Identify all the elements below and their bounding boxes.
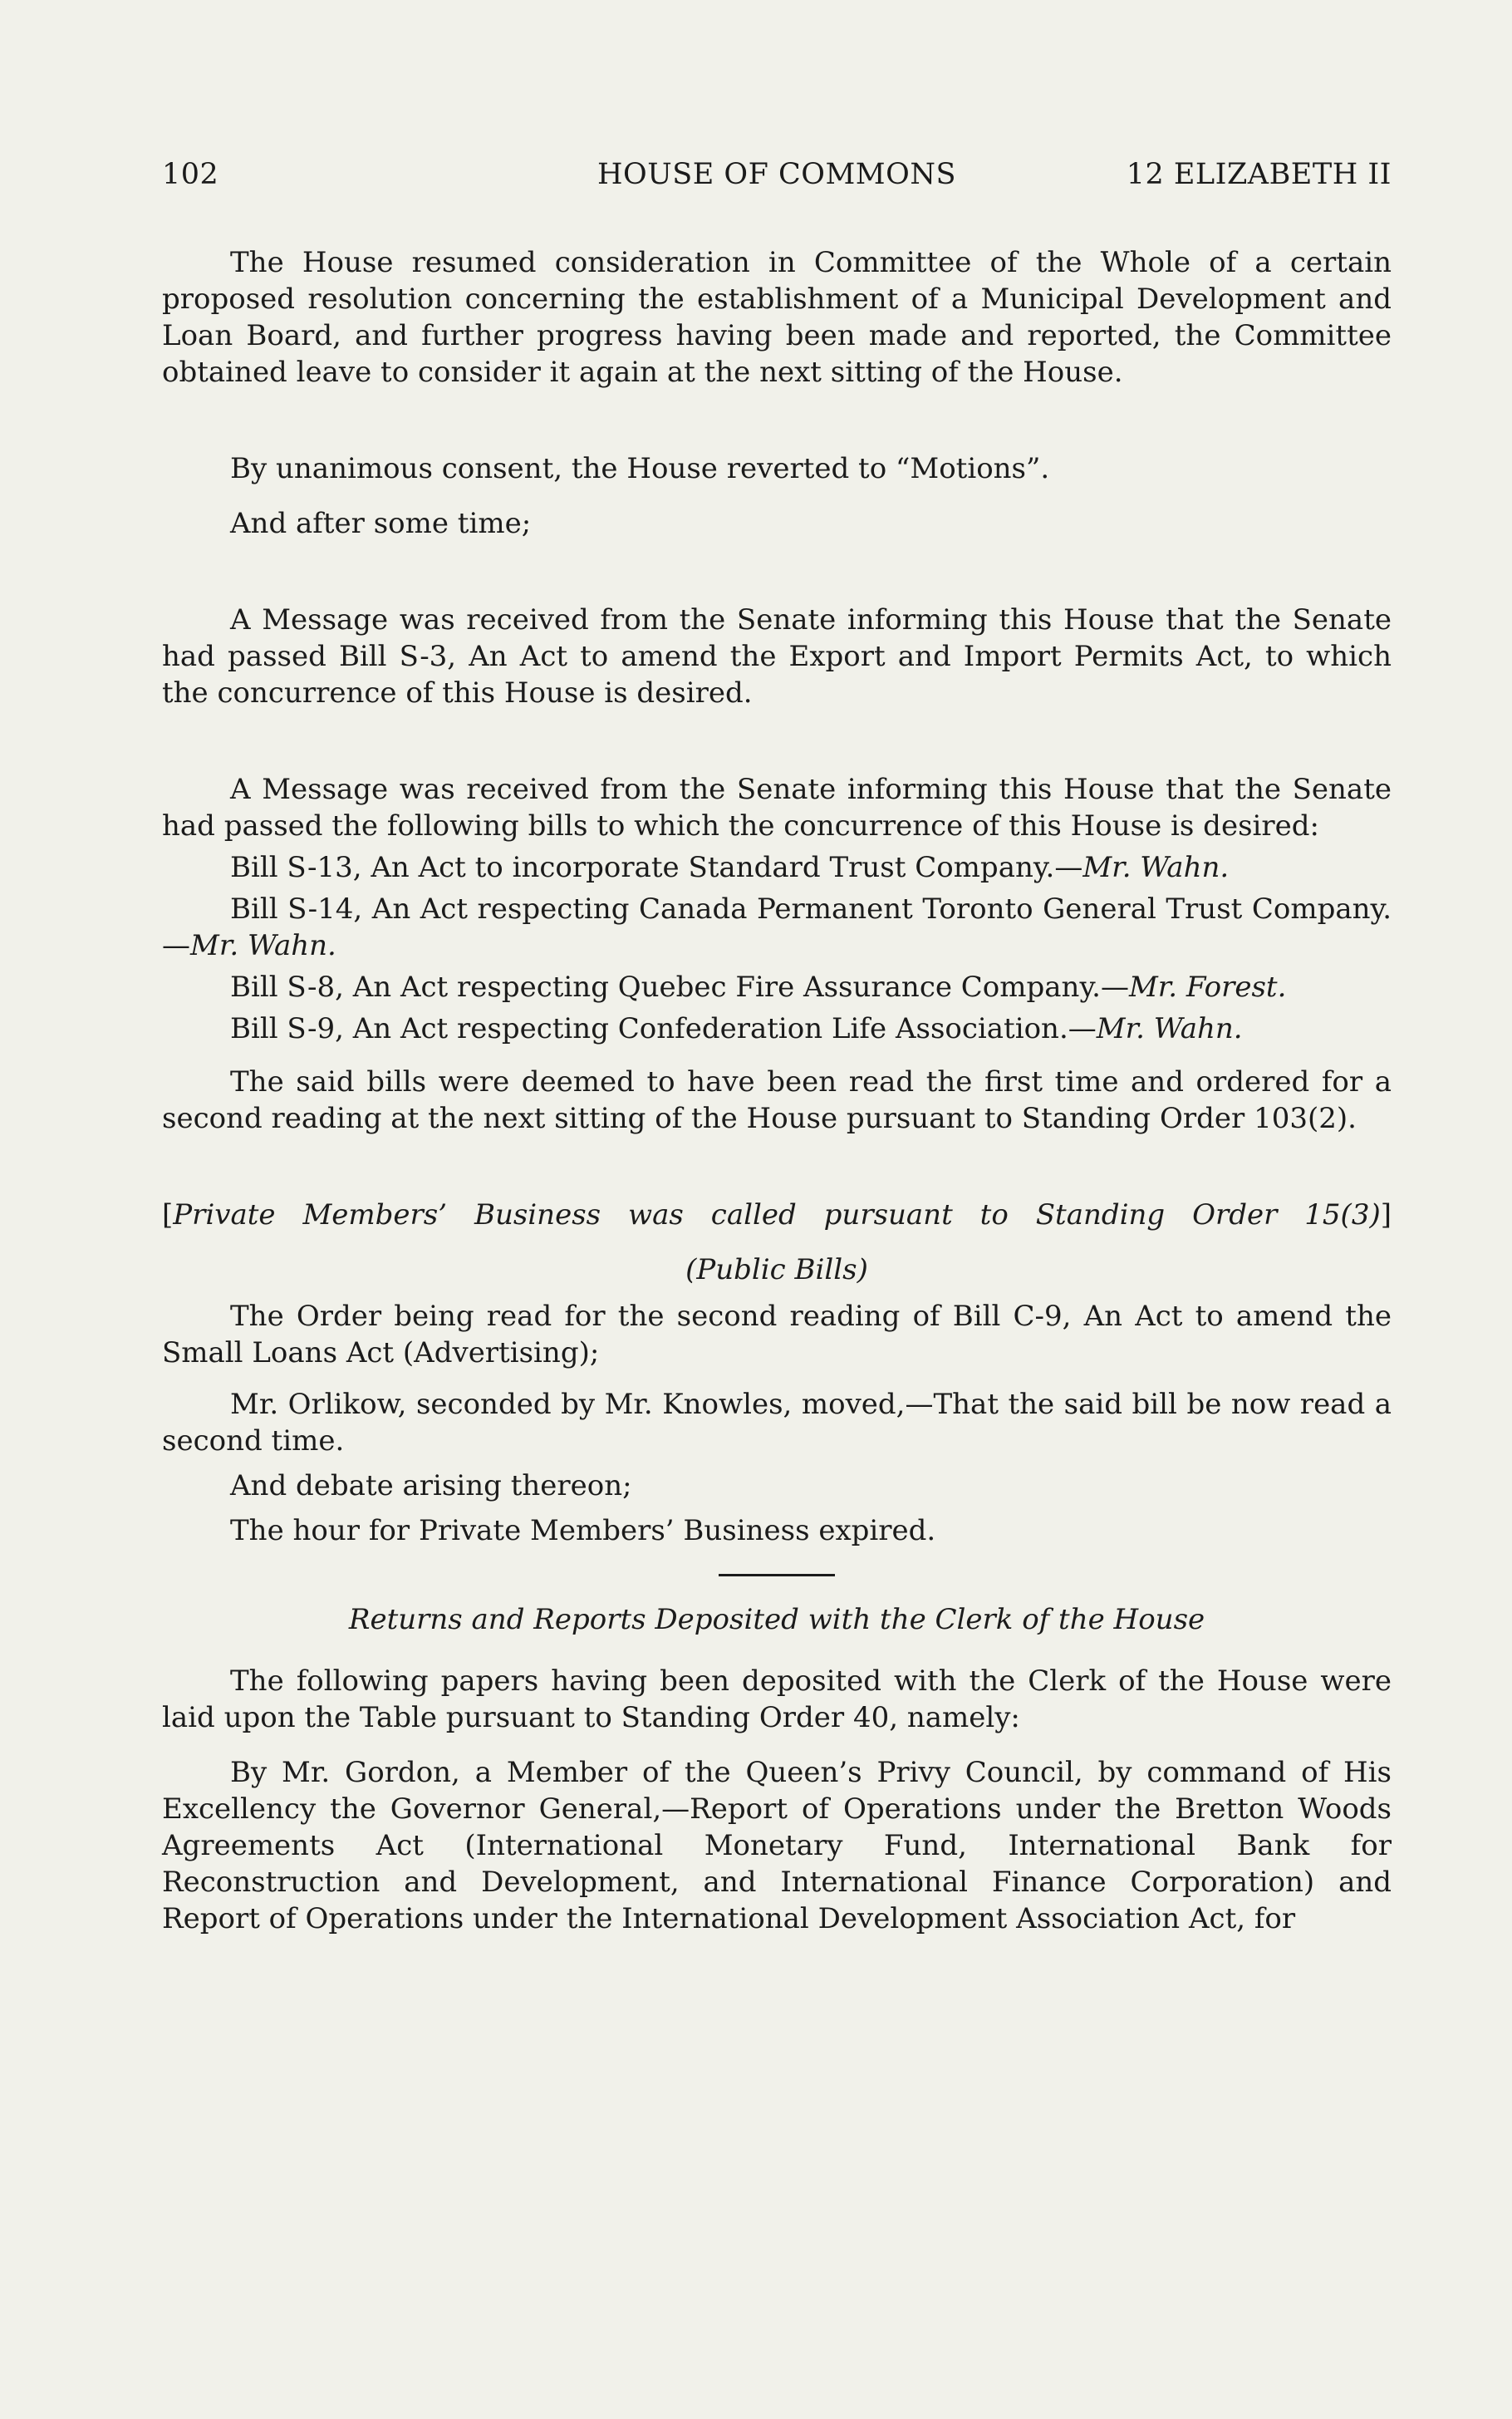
header-regnal-year: 12 ELIZABETH II — [1126, 158, 1392, 191]
returns-heading: Returns and Reports Deposited with the Clerk of the House — [348, 1603, 1205, 1636]
bracket-close: ] — [1380, 1198, 1392, 1232]
private-members-heading — [162, 1197, 1392, 1233]
bracket-open: [ — [162, 1198, 174, 1232]
motion-paragraph: Mr. Orlikow, seconded by Mr. Knowles, moved,—That the said bill be now read a second time. — [162, 1388, 1392, 1458]
bill-text: Bill S-9, An Act respecting Confederation Life Association.— — [230, 1012, 1097, 1045]
private-members-text: Private Members’ Business was called pursuant to Standing Order 15(3) — [173, 1198, 1381, 1232]
bill-item — [162, 969, 1392, 1005]
header-title: HOUSE OF COMMONS — [597, 158, 956, 191]
first-reading-paragraph: The said bills were deemed to have been read the first time and ordered for a second reading at the next sitting of the House pursuant to Standing Order 103(2). — [162, 1065, 1392, 1135]
senate-message-2: A Message was received from the Senate informing this House that the Senate had passed the following bills to which the concurrence of this House is desired: — [162, 773, 1392, 843]
debate-paragraph: And debate arising thereon; — [230, 1469, 632, 1502]
papers-deposited-paragraph: The following papers having been deposited with the Clerk of the House were laid upon the Table pursuant to Standing Order 40, namely: — [162, 1664, 1392, 1734]
public-bills-heading: (Public Bills) — [685, 1253, 868, 1286]
gordon-report-paragraph: By Mr. Gordon, a Member of the Queen’s Privy Council, by command of His Excellency the Governor General,—Report of Operations under the Bretton Woods Agreements Act (International Monetary Fund, International Bank for Reconstruction and Development, and International Finance Corporation) and Report of Operations under the International Development Association Act, for — [162, 1756, 1392, 1935]
second-reading-order: The Order being read for the second reading of Bill C-9, An Act to amend the Small Loans Act (Advertising); — [162, 1300, 1392, 1369]
bill-item — [162, 891, 1392, 964]
bill-text: Bill S-8, An Act respecting Quebec Fire Assurance Company.— — [230, 971, 1129, 1004]
running-header — [162, 158, 1392, 201]
bill-item — [162, 1010, 1392, 1047]
unanimous-consent-paragraph: By unanimous consent, the House reverted to “Motions”. — [230, 452, 1050, 485]
section-divider — [719, 1574, 835, 1576]
bill-sponsor: Mr. Wahn. — [1096, 1012, 1243, 1045]
journal-page — [162, 158, 1392, 1937]
page-number: 102 — [162, 158, 219, 191]
bill-item — [162, 849, 1392, 886]
bill-sponsor: Mr. Wahn. — [1082, 851, 1230, 884]
senate-message-1: A Message was received from the Senate informing this House that the Senate had passed Bill S-3, An Act to amend the Export and Import Permits Act, to which the concurrence of this House is desired. — [162, 603, 1392, 710]
bill-text: Bill S-14, An Act respecting Canada Permanent Toronto General Trust Company.— — [162, 892, 1392, 962]
after-some-time-paragraph: And after some time; — [230, 507, 532, 540]
bill-sponsor: Mr. Forest. — [1128, 971, 1287, 1004]
bill-sponsor: Mr. Wahn. — [190, 929, 336, 962]
committee-paragraph: The House resumed consideration in Committee of the Whole of a certain proposed resolution concerning the establishment of a Municipal Development and Loan Board, and further progress having been made and reported, the Committee obtained leave to consider it again at the next sitting of the House. — [162, 246, 1392, 389]
bill-text: Bill S-13, An Act to incorporate Standard Trust Company.— — [230, 851, 1083, 884]
hour-expired-paragraph: The hour for Private Members’ Business expired. — [230, 1514, 936, 1547]
